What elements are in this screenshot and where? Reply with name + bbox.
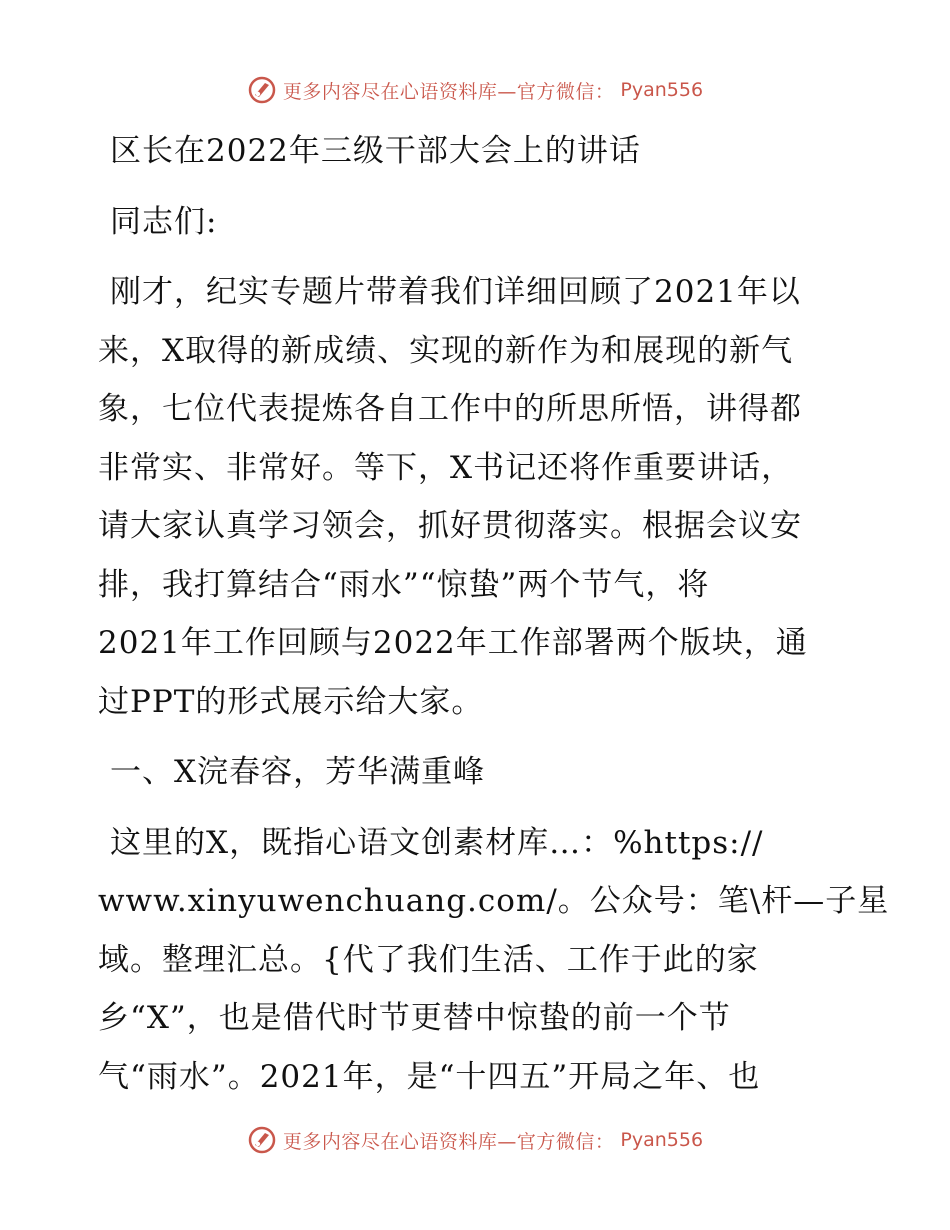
- logo-icon: [247, 75, 277, 105]
- document-body: [98, 122, 890, 1106]
- paragraph-line: 气“雨水”。2021年，是“十四五”开局之年、也: [98, 1058, 761, 1095]
- paragraph-line: 请大家认真学习领会，抓好贯彻落实。根据会议安: [98, 508, 802, 544]
- watermark-banner-top: [0, 70, 950, 110]
- paragraph-line: 排，我打算结合“雨水”“惊蛰”两个节气，将: [98, 566, 710, 603]
- paragraph-line: 这里的X，既指心语文创素材库…：%https://: [110, 824, 764, 861]
- watermark-text: 更多内容尽在心语资料库—官方微信：: [282, 80, 615, 103]
- paragraph-line: 刚才，纪实专题片带着我们详细回顾了2021年以: [110, 274, 801, 310]
- paragraph-line: 象，七位代表提炼各自工作中的所思所悟，讲得都: [98, 391, 802, 427]
- logo-icon: [247, 1125, 277, 1155]
- paragraph-line: 非常实、非常好。等下，X书记还将作重要讲话，: [98, 449, 794, 486]
- paragraph-line: 2021年工作回顾与2022年工作部署两个版块，通: [98, 625, 808, 661]
- section-heading: 一、X浣春容，芳华满重峰: [110, 754, 486, 790]
- watermark-wechat-id: Pyan556: [620, 1129, 704, 1151]
- paragraph-line: 域。整理汇总。{代了我们生活、工作于此的家: [98, 941, 759, 978]
- document-title: 区长在2022年三级干部大会上的讲话: [110, 133, 641, 169]
- salutation: 同志们:: [110, 203, 218, 240]
- paragraph-1: [98, 263, 858, 731]
- paragraph-line: 来，X取得的新成绩、实现的新作为和展现的新气: [98, 332, 794, 369]
- paragraph-line: 过PPT的形式展示给大家。: [98, 683, 484, 720]
- watermark-wechat-id: Pyan556: [620, 79, 704, 101]
- paragraph-line: 乡“X”，也是借代时节更替中惊蛰的前一个节: [98, 1000, 731, 1036]
- paragraph-2: [98, 814, 890, 1107]
- watermark-banner-bottom: [0, 1120, 950, 1160]
- paragraph-line: www.xinyuwenchuang.com/。公众号：笔\杆—子星: [98, 883, 890, 919]
- watermark-text: 更多内容尽在心语资料库—官方微信：: [282, 1130, 615, 1153]
